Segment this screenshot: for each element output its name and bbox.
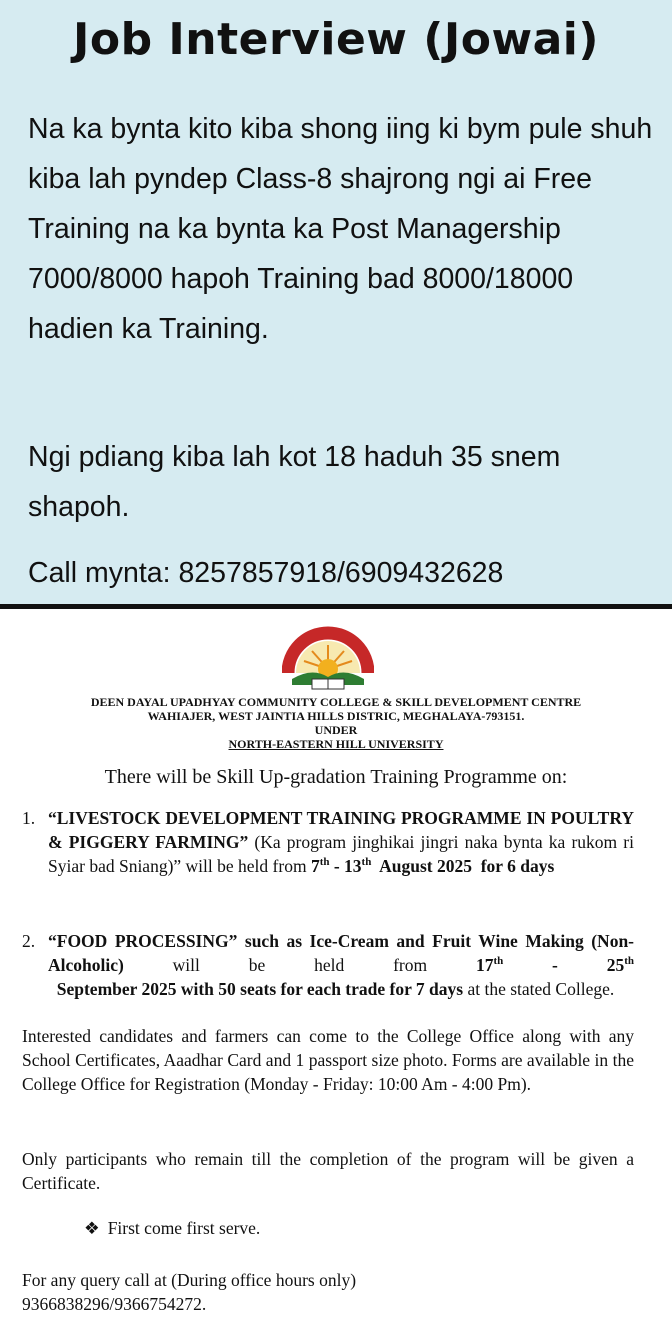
registration-info: Interested candidates and farmers can come to the College Office along with any School Certificates, Aaadhar Card and 1 passport size photo. Forms are available in the College Office for Registration (Monday - Friday: 10:00 Am - 4:00 Pm).	[22, 1026, 634, 1094]
list-item-food-processing	[22, 929, 634, 1001]
item-title: “LIVESTOCK DEVELOPMENT TRAINING PROGRAMME IN POULTRY & PIGGERY FARMING”	[48, 808, 634, 852]
item-title: “FOOD PROCESSING” such as Ice-Cream and Fruit Wine Making (Non-Alcoholic)	[48, 931, 634, 975]
programme-intro: There will be Skill Up-gradation Training Programme on:	[104, 766, 568, 788]
training-notice	[0, 609, 672, 1324]
institution-name: DEEN DAYAL UPADHYAY COMMUNITY COLLEGE & SKILL DEVELOPMENT CENTRE	[90, 695, 582, 709]
institution-header	[0, 695, 672, 751]
call-number: Call mynta: 8257857918/6909432628	[28, 557, 504, 589]
list-item-livestock	[22, 806, 634, 878]
age-requirement: Ngi pdiang kiba lah kot 18 haduh 35 snem shapoh.	[28, 441, 561, 523]
item-dates: 17th - 25th September 2025 with 50 seats for each trade for 7 days	[48, 955, 635, 999]
certificate-note: Only participants who remain till the completion of the program will be given a Certificate.	[22, 1149, 634, 1193]
job-description: Na ka bynta kito kiba shong iing ki bym pule shuh kiba lah pyndep Class-8 shajrong ngi ai Free Training na ka bynta ka Post Managership 7000/8000 hapoh Training bad 8000/18000 hadien ka Training.	[28, 113, 653, 345]
item-number: 2.	[22, 931, 36, 951]
item-description: will be held from	[123, 955, 476, 975]
item-number: 1.	[22, 808, 36, 828]
institution-under: UNDER	[314, 723, 358, 737]
job-interview-section	[0, 0, 672, 604]
institution-address: WAHIAJER, WEST JAINTIA HILLS DISTRIC, MEGHALAYA-793151.	[147, 709, 525, 723]
query-line: For any query call at (During office hours only)	[22, 1270, 357, 1290]
query-contact	[22, 1268, 634, 1316]
item-dates: 7th - 13th August 2025 for 6 days	[310, 856, 555, 876]
diamond-bullet-icon: ❖	[84, 1218, 100, 1238]
item-description: (Ka program jinghikai jingri naka bynta ka rukom ri Syiar bad Sniang)” will be held from	[48, 832, 634, 876]
query-phones: 9366838296/9366754272.	[22, 1294, 207, 1314]
bullet-item	[84, 1218, 260, 1239]
college-emblem-icon	[282, 621, 374, 695]
item-tail: at the stated College.	[463, 979, 615, 999]
page-title: Job Interview (Jowai)	[73, 14, 599, 65]
bullet-text: First come first serve.	[107, 1218, 261, 1238]
university-name: NORTH-EASTERN HILL UNIVERSITY	[228, 737, 444, 751]
